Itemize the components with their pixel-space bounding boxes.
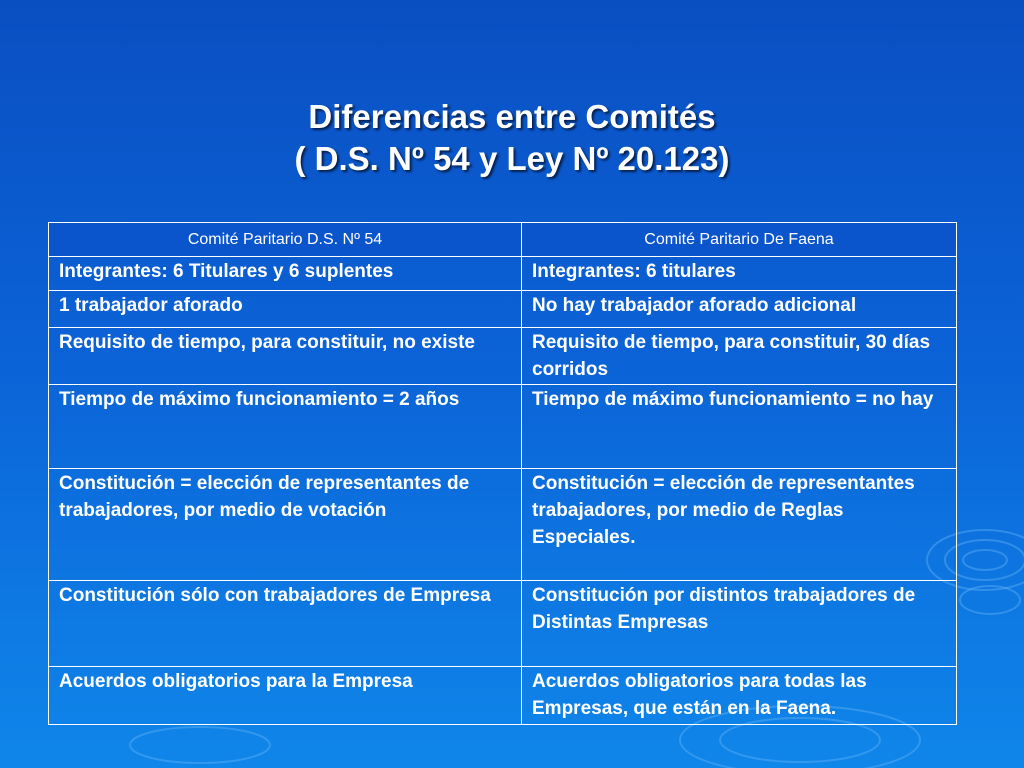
- cell-faena: Tiempo de máximo funcionamiento = no hay: [522, 385, 957, 469]
- table-row: [49, 328, 957, 385]
- cell-faena: Acuerdos obligatorios para todas las Empresas, que están en la Faena.: [522, 667, 957, 725]
- comparison-table: [48, 222, 957, 725]
- header-ds54: Comité Paritario D.S. Nº 54: [49, 223, 522, 257]
- title-line-1: Diferencias entre Comités: [308, 98, 716, 135]
- title-line-2: ( D.S. Nº 54 y Ley Nº 20.123): [294, 140, 730, 177]
- cell-ds54: 1 trabajador aforado: [49, 291, 522, 328]
- table-row: [49, 469, 957, 581]
- cell-ds54: Constitución sólo con trabajadores de Empresa: [49, 581, 522, 667]
- cell-faena: No hay trabajador aforado adicional: [522, 291, 957, 328]
- header-faena: Comité Paritario De Faena: [522, 223, 957, 257]
- table-row: [49, 385, 957, 469]
- table-row: [49, 581, 957, 667]
- cell-faena: Integrantes: 6 titulares: [522, 257, 957, 291]
- table-row: [49, 257, 957, 291]
- cell-ds54: Constitución = elección de representantes de trabajadores, por medio de votación: [49, 469, 522, 581]
- cell-ds54: Tiempo de máximo funcionamiento = 2 años: [49, 385, 522, 469]
- table-row: [49, 291, 957, 328]
- cell-faena: Constitución = elección de representantes trabajadores, por medio de Reglas Especiales.: [522, 469, 957, 581]
- slide-title: [0, 96, 1024, 180]
- table-row: [49, 667, 957, 725]
- table-header-row: [49, 223, 957, 257]
- cell-faena: Constitución por distintos trabajadores de Distintas Empresas: [522, 581, 957, 667]
- cell-ds54: Integrantes: 6 Titulares y 6 suplentes: [49, 257, 522, 291]
- cell-ds54: Requisito de tiempo, para constituir, no existe: [49, 328, 522, 385]
- cell-ds54: Acuerdos obligatorios para la Empresa: [49, 667, 522, 725]
- cell-faena: Requisito de tiempo, para constituir, 30 días corridos: [522, 328, 957, 385]
